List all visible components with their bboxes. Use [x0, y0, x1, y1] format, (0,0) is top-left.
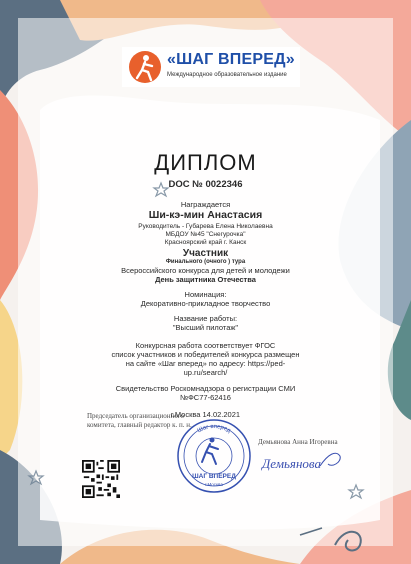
- fgos-note: Конкурсная работа соответствует ФГОС: [135, 341, 276, 350]
- site-note: на сайте «Шаг вперед» по адресу: https://ped-: [125, 359, 286, 368]
- stamp-outer-text: Шаг вперед: [196, 423, 232, 435]
- logo-subtitle: Международное образовательное издание: [167, 72, 287, 78]
- qr-code[interactable]: [82, 460, 120, 498]
- date-place: г.Москва 14.02.2021: [170, 410, 241, 419]
- recipient-name: Ши-кэ-мин Анастасия: [148, 209, 263, 221]
- organization-stamp: [176, 418, 252, 494]
- round: Финального (очного ) тура: [165, 259, 246, 265]
- stamp-center-text: ШАГ ВПЕРЕД: [192, 473, 236, 480]
- region: Красноярский край г. Канск: [164, 239, 247, 246]
- awarded-label: Награждается: [180, 200, 231, 209]
- signature-lettering: Демьянова: [262, 456, 321, 471]
- contest-name: День защитника Отечества: [155, 275, 256, 284]
- logo-title: «ШАГ ВПЕРЕД»: [167, 51, 295, 68]
- list-note: список участников и победителей конкурса размещен: [111, 350, 300, 359]
- rkn-certificate: Свидетельство Роскомнадзора о регистрации СМИ: [115, 384, 296, 393]
- org-signer-name: Демьянова Анна Игоревна: [258, 438, 338, 446]
- logo-figure-icon: [128, 50, 162, 84]
- site-url: up.ru/search/: [183, 368, 228, 377]
- nomination-label: Номинация:: [184, 290, 227, 299]
- supervisor: Руководитель - Губарева Елена Николаевна: [138, 223, 273, 230]
- diploma-title: ДИПЛОМ: [154, 150, 257, 175]
- chair-title: Председатель организационного комитета, главный редактор к. п. н.: [87, 412, 192, 429]
- participant-status: Участник: [182, 248, 229, 259]
- work-title-label: Название работы:: [173, 314, 238, 323]
- signature-image: [258, 446, 348, 476]
- svg-text:Шаг вперед: [197, 424, 232, 435]
- stamp-bottom-text: г.Москва: [205, 482, 223, 487]
- rkn-number: №ФС77-62416: [180, 393, 231, 402]
- nomination: Декоративно-прикладное творчество: [140, 299, 271, 308]
- contest: Всероссийского конкурса для детей и молодежи: [121, 266, 290, 275]
- work-title: "Высший пилотаж": [172, 323, 239, 332]
- doc-number: DOC № 0022346: [168, 179, 243, 190]
- school: МБДОУ №45 "Снегурочка": [165, 231, 246, 238]
